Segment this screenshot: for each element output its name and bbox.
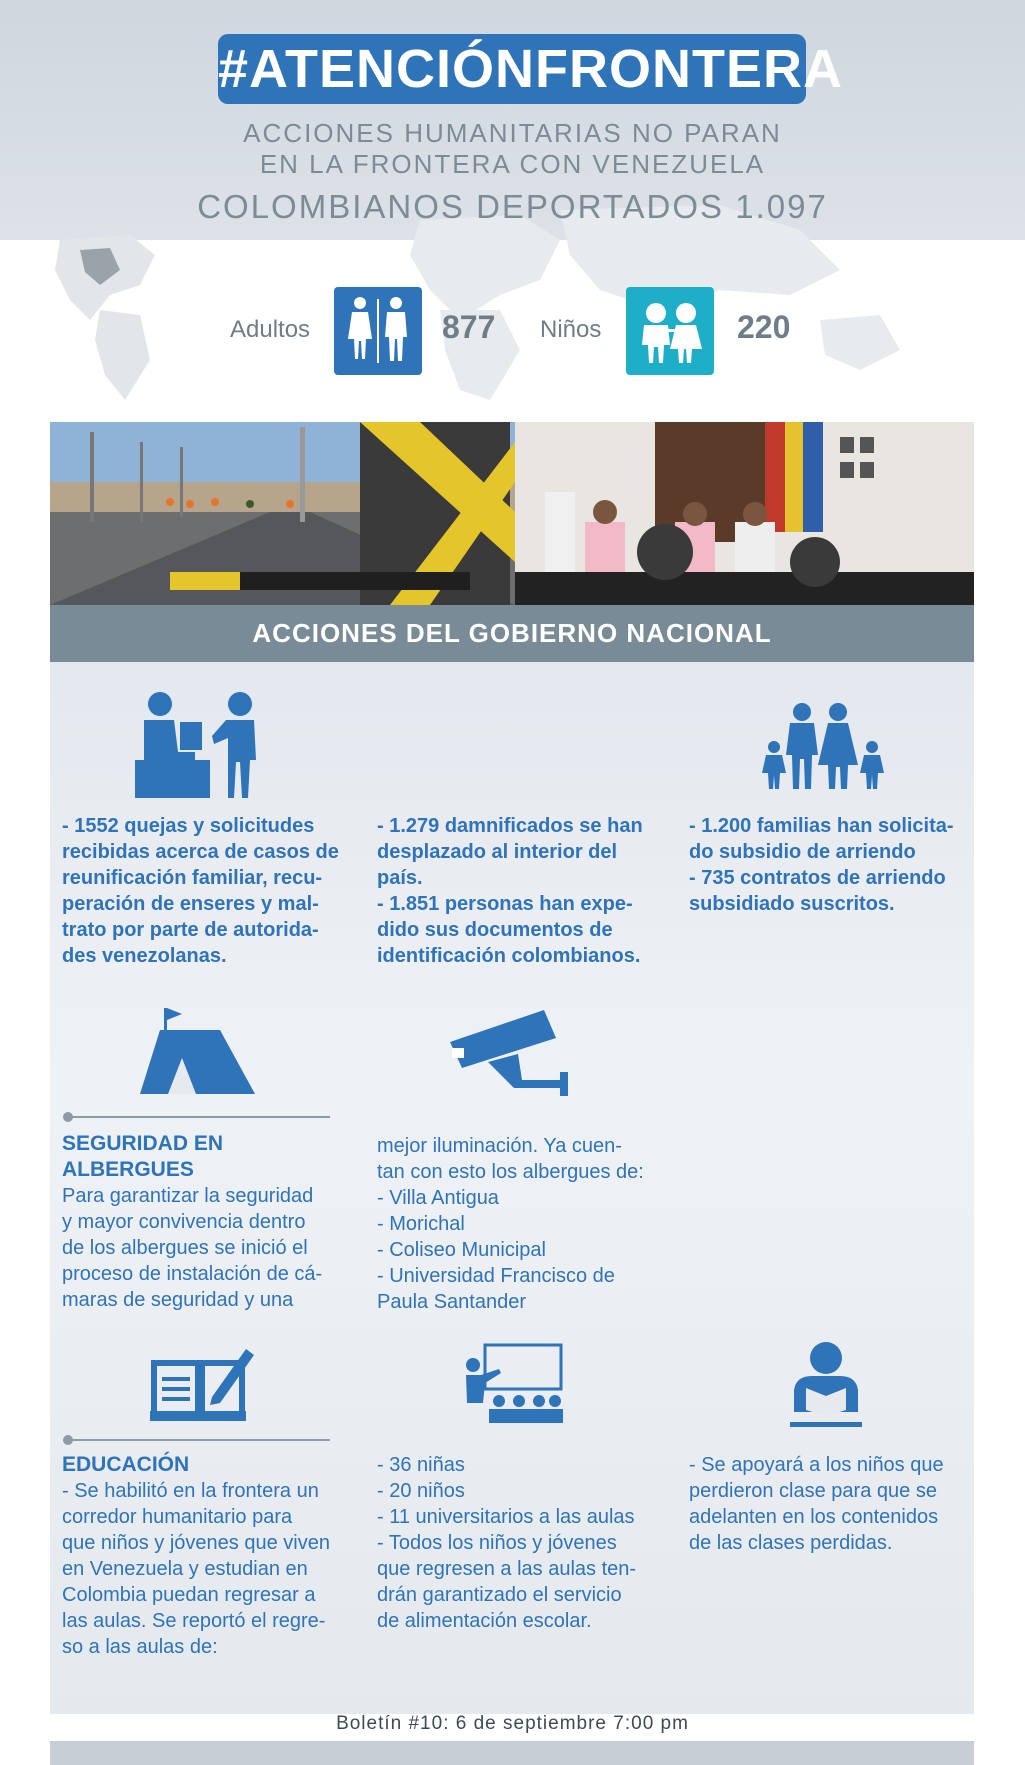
- family-icon: [760, 703, 890, 789]
- border-crossing-photo: [50, 422, 515, 605]
- rent-subsidy-text: - 1.200 familias han solicita- do subsidio de arriendo - 735 contratos de arriendo subsidiado suscritos.: [689, 815, 954, 915]
- section-title: ACCIONES DEL GOBIERNO NACIONAL: [50, 605, 974, 662]
- classroom-icon: [463, 1343, 563, 1425]
- children-label: Niños: [540, 316, 602, 343]
- subtitle-line-1: ACCIONES HUMANITARIAS NO PARAN: [243, 118, 782, 148]
- hashtag-banner: #ATENCIÓNFRONTERA: [218, 34, 806, 104]
- footer-bar: [50, 1741, 974, 1765]
- service-desk-icon: [130, 690, 265, 800]
- education-text: - Se habilitó en la frontera un corredor humanitario para que niños y jóvenes que viven en Venezuela y estudian en Colombia puedan regresar a las aulas. Se reportó el regre- so a las aulas de:: [62, 1480, 330, 1658]
- adults-label: Adultos: [230, 316, 311, 343]
- tent-icon: [140, 1008, 255, 1098]
- complaints-text: - 1552 quejas y solicitudes recibidas acerca de casos de reunificación familiar, recu- peración de enseres y mal- trato por parte de autorida- des venezolanas.: [62, 815, 339, 967]
- security-divider: [68, 1116, 330, 1118]
- book-pencil-icon: [150, 1345, 255, 1421]
- press-conference-photo: [515, 422, 974, 605]
- reading-student-icon: [782, 1340, 870, 1428]
- displaced-text: - 1.279 damnificados se han desplazado al interior del país. - 1.851 personas han expe- dido sus documentos de identificación colombianos.: [377, 815, 643, 967]
- security-camera-icon: [448, 1010, 580, 1096]
- security-text: Para garantizar la seguridad y mayor convivencia dentro de los albergues se inició el proceso de instalación de cá- maras de seguridad y una: [62, 1185, 323, 1311]
- security-heading: SEGURIDAD EN ALBERGUES: [62, 1132, 224, 1181]
- adults-restroom-icon: [334, 287, 422, 375]
- shelters-list-text: mejor iluminación. Ya cuen- tan con esto los albergues de: - Villa Antigua - Morichal - Coliseo Municipal - Universidad Francisco de Paula Santander: [377, 1135, 644, 1313]
- adults-value: 877: [442, 309, 496, 345]
- children-icon: [626, 287, 714, 375]
- class-support-text: - Se apoyará a los niños que perdieron clase para que se adelanten en los contenidos de las clases perdidas.: [689, 1454, 944, 1554]
- subtitle-line-2: EN LA FRONTERA CON VENEZUELA: [259, 149, 766, 179]
- students-returned-text: - 36 niñas - 20 niños - 11 universitarios a las aulas - Todos los niños y jóvenes que regresen a las aulas ten- drán garantizado el servicio de alimentación escolar.: [377, 1454, 637, 1632]
- deported-total: COLOMBIANOS DEPORTADOS 1.097: [197, 188, 828, 225]
- children-value: 220: [737, 309, 791, 345]
- bulletin-footer: Boletín #10: 6 de septiembre 7:00 pm: [336, 1713, 689, 1734]
- education-heading: EDUCACIÓN: [62, 1453, 190, 1476]
- photo-strip: [50, 422, 974, 605]
- education-divider: [68, 1439, 330, 1441]
- world-map-background: [0, 200, 1025, 400]
